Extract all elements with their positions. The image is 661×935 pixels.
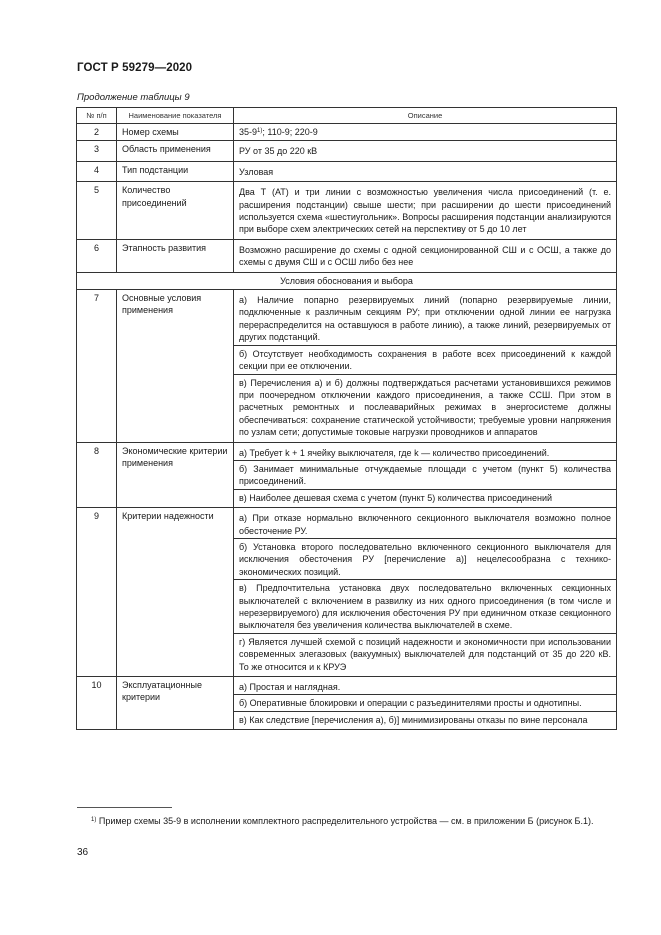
desc-paragraph: РУ от 35 до 220 кВ — [239, 146, 318, 157]
row-name: Область применения — [117, 141, 234, 161]
section-row — [77, 272, 617, 289]
row-num: 5 — [77, 182, 117, 240]
row-name: Критерии надежности — [117, 508, 234, 677]
row-num: 4 — [77, 161, 117, 181]
desc-paragraph: в) Наиболее дешевая схема с учетом (пункт 5) количества присоединений — [234, 489, 616, 505]
row-desc — [234, 677, 617, 730]
section-title: Условия обоснования и выбора — [77, 272, 617, 289]
row-name: Экономические критерии применения — [117, 442, 234, 508]
table-row — [77, 161, 617, 181]
desc-paragraph: б) Занимает минимальные отчуждаемые площади с учетом (пункт 5) количества присоединений. — [234, 460, 616, 489]
page-number: 36 — [77, 847, 89, 858]
row-desc — [234, 141, 617, 161]
footnote-text: Пример схемы 35-9 в исполнении комплектного распределительного устройства — см. в приложении Б (рисунок Б.1). — [98, 816, 594, 826]
row-num: 7 — [77, 290, 117, 442]
table-row — [77, 239, 617, 272]
row-desc — [234, 124, 617, 141]
table-row — [77, 677, 617, 730]
desc-text: 35-9 — [239, 127, 258, 137]
col-header-desc: Описание — [234, 108, 617, 124]
table-row — [77, 290, 617, 442]
desc-paragraph: Узловая — [239, 166, 274, 177]
row-name: Эксплуатационные критерии — [117, 677, 234, 730]
desc-paragraph: Два Т (АТ) и три линии с возможностью увеличения числа присоединений (т. е. расширения подстанции) свыше шести; при расширении до шести присоединений используется схема «шестиугольник». Вопросы расширения подстанции анализируются при выборе схем электрических сетей на перспективу от 5 до 10 лет — [239, 187, 611, 235]
desc-paragraph: г) Является лучшей схемой с позиций надежности и экономичности при использовании современных элегазовых (вакуумных) выключателей для подстанций от 35 до 220 кВ. То же относится и к КРУЭ — [234, 633, 616, 674]
row-num: 6 — [77, 239, 117, 272]
desc-paragraph: а) Простая и наглядная. — [239, 682, 341, 693]
row-desc — [234, 442, 617, 508]
row-name: Этапность развития — [117, 239, 234, 272]
desc-paragraph: в) Как следствие [перечисления а), б)] минимизированы отказы по вине персонала — [234, 711, 616, 727]
desc-paragraph: б) Отсутствует необходимость сохранения в работе всех присоединений к каждой секции при ее отключении. — [234, 345, 616, 374]
footnote-separator — [77, 807, 172, 808]
col-header-name: Наименование показателя — [117, 108, 234, 124]
desc-paragraph: в) Перечисления а) и б) должны подтверждаться расчетами установившихся режимов при поочередном отключении каждого присоединения, а также ССШ. При этом в расчетных ремонтных и послеаварийных режимах в энергосистеме должны обеспечиваться: сохранение статической устойчивости; требуемые уровни напряжения по узлам сети; допустимые токовые нагрузки проводников и аппаратов — [234, 374, 616, 440]
table-row — [77, 442, 617, 508]
table-row — [77, 182, 617, 240]
row-desc — [234, 239, 617, 272]
row-num: 10 — [77, 677, 117, 730]
row-num: 2 — [77, 124, 117, 141]
table-row — [77, 124, 617, 141]
table-row — [77, 141, 617, 161]
col-header-num: № п/п — [77, 108, 117, 124]
indicators-table — [76, 107, 617, 730]
row-num: 3 — [77, 141, 117, 161]
row-desc — [234, 161, 617, 181]
row-desc — [234, 182, 617, 240]
desc-paragraph: Возможно расширение до схемы с одной секционированной СШ и с ОСШ, а также до схемы с двумя СШ и с ОСШ либо без нее — [239, 244, 611, 268]
row-num: 9 — [77, 508, 117, 677]
desc-text: ; 110-9; 220-9 — [262, 127, 318, 137]
table-caption: Продолжение таблицы 9 — [77, 92, 190, 103]
desc-paragraph: а) Требует k + 1 ячейку выключателя, где k — количество присоединений. — [239, 447, 550, 458]
footnote-ref: 1) — [257, 128, 263, 134]
row-name: Основные условия применения — [117, 290, 234, 442]
row-desc — [234, 508, 617, 677]
footnote — [77, 815, 613, 828]
footnote-mark: 1) — [91, 817, 97, 823]
desc-paragraph: а) Наличие попарно резервируемых линий (попарно резервируемые линии, подключенные к различным секциям РУ; при отключении одной линии ее нагрузка перераспределится на оставшуюся в работе линию), а также линий, резервируемых от других подстанций. — [239, 295, 611, 343]
table-header-row — [77, 108, 617, 124]
desc-paragraph: б) Установка второго последовательно включенного секционного выключателя для исключения обесточения РУ [перечисление а)] нецелесообразна с технико-экономических позиций. — [234, 538, 616, 579]
row-name: Количество присоединений — [117, 182, 234, 240]
desc-paragraph: а) При отказе нормально включенного секционного выключателя возможно полное обесточение РУ. — [239, 513, 611, 536]
desc-paragraph: в) Предпочтительна установка двух последовательно включенных секционных выключателей с включением в развилку из них одного присоединения (в том числе и нерезервируемого) для исключения обесточения РУ при единичном отказе секционного выключателя без увеличения количества выключателей в схеме. — [234, 579, 616, 633]
desc-paragraph: б) Оперативные блокировки и операции с разъединителями просты и однотипны. — [234, 694, 616, 710]
row-name: Номер схемы — [117, 124, 234, 141]
row-desc — [234, 290, 617, 442]
document-header: ГОСТ Р 59279—2020 — [77, 62, 193, 74]
table-row — [77, 508, 617, 677]
row-num: 8 — [77, 442, 117, 508]
row-name: Тип подстанции — [117, 161, 234, 181]
